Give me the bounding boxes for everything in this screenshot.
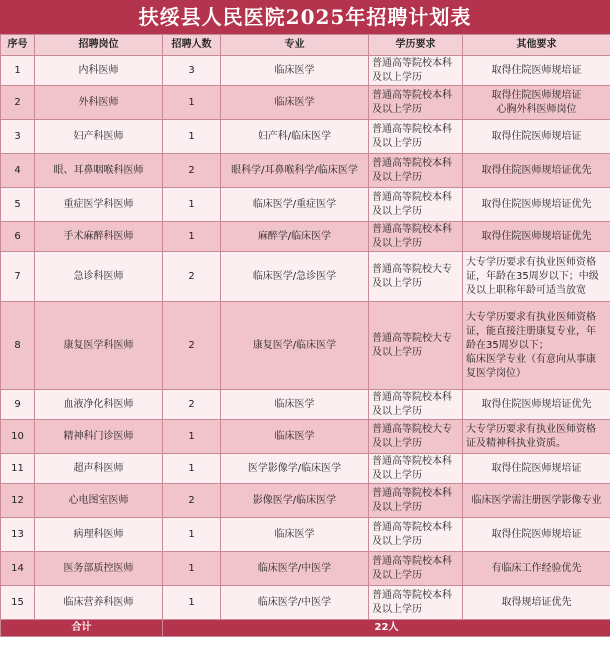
- cell-major: 临床医学/中医学: [221, 586, 369, 620]
- cell-post: 病理科医师: [35, 518, 163, 552]
- cell-line: 取得住院医师规培证: [491, 462, 582, 474]
- cell-post: 急诊科医师: [35, 252, 163, 302]
- cell-edu: [369, 154, 463, 188]
- cell-line: 取得住院医师规培证优先: [481, 230, 592, 242]
- table-row: [1, 390, 610, 420]
- cell-edu: [369, 188, 463, 222]
- table-row: [1, 188, 610, 222]
- cell-line: 大专学历要求有执业医师资格: [466, 423, 596, 435]
- cell-edu: [369, 302, 463, 390]
- cell-line: 取得规培证优先: [501, 596, 572, 608]
- cell-other: [463, 454, 610, 484]
- cell-line: 临床医学专业（有意向从事康: [466, 353, 596, 365]
- cell-no: 15: [1, 586, 35, 620]
- cell-count: 1: [163, 120, 221, 154]
- recruitment-table: [0, 34, 610, 637]
- page-title: 扶绥县人民医院2025年招聘计划表: [0, 0, 610, 34]
- table-row: [1, 586, 610, 620]
- cell-edu: [369, 420, 463, 454]
- header-count: 招聘人数: [163, 35, 221, 56]
- cell-line: 普通高等院校本科: [372, 555, 452, 567]
- cell-line: 及以上学历: [372, 137, 422, 149]
- header-other: 其他要求: [463, 35, 610, 56]
- cell-no: 6: [1, 222, 35, 252]
- table-row: [1, 518, 610, 552]
- cell-line: 大专学历要求有执业医师资格: [466, 311, 596, 323]
- cell-line: 临床医学需注册医学影像专业: [471, 494, 602, 506]
- cell-post: 内科医师: [35, 56, 163, 86]
- cell-major: 眼科学/耳鼻喉科学/临床医学: [221, 154, 369, 188]
- cell-no: 11: [1, 454, 35, 484]
- cell-major: 临床医学/重症医学: [221, 188, 369, 222]
- cell-major: 临床医学: [221, 518, 369, 552]
- cell-other: [463, 188, 610, 222]
- cell-line: 及以上学历: [372, 501, 422, 513]
- cell-count: 1: [163, 518, 221, 552]
- cell-no: 8: [1, 302, 35, 390]
- cell-line: 普通高等院校大专: [372, 332, 452, 344]
- cell-line: 取得住院医师规培证: [491, 89, 582, 101]
- header-post: 招聘岗位: [35, 35, 163, 56]
- cell-other: [463, 390, 610, 420]
- header-major: 专业: [221, 35, 369, 56]
- cell-line: 普通高等院校本科: [372, 157, 452, 169]
- cell-no: 3: [1, 120, 35, 154]
- table-row: [1, 120, 610, 154]
- cell-other: [463, 120, 610, 154]
- cell-edu: [369, 56, 463, 86]
- cell-line: 取得住院医师规培证优先: [481, 164, 592, 176]
- total-value: 22人: [163, 620, 610, 637]
- cell-line: 普通高等院校本科: [372, 123, 452, 135]
- cell-line: 及以上学历: [372, 469, 422, 481]
- cell-line: 有临床工作经验优先: [491, 562, 582, 574]
- total-label: 合计: [1, 620, 163, 637]
- cell-edu: [369, 86, 463, 120]
- cell-no: 9: [1, 390, 35, 420]
- table-row: [1, 420, 610, 454]
- cell-major: 临床医学: [221, 420, 369, 454]
- cell-edu: [369, 454, 463, 484]
- header-row: [1, 35, 610, 56]
- cell-other: [463, 484, 610, 518]
- table-row: [1, 552, 610, 586]
- cell-post: 手术麻醉科医师: [35, 222, 163, 252]
- cell-count: 2: [163, 302, 221, 390]
- cell-other: [463, 552, 610, 586]
- cell-line: 及以上学历: [372, 603, 422, 615]
- cell-line: 复医学岗位）: [466, 367, 526, 379]
- cell-count: 3: [163, 56, 221, 86]
- cell-line: 及以上职称年龄可适当放宽: [466, 284, 586, 296]
- cell-line: 取得住院医师规培证优先: [481, 198, 592, 210]
- cell-major: 临床医学: [221, 86, 369, 120]
- cell-line: 及以上学历: [372, 277, 422, 289]
- cell-edu: [369, 518, 463, 552]
- cell-line: 取得住院医师规培证: [491, 130, 582, 142]
- cell-post: 眼、耳鼻咽喉科医师: [35, 154, 163, 188]
- cell-post: 重症医学科医师: [35, 188, 163, 222]
- cell-count: 1: [163, 420, 221, 454]
- cell-line: 及以上学历: [372, 71, 422, 83]
- cell-major: 临床医学: [221, 56, 369, 86]
- cell-major: 麻醉学/临床医学: [221, 222, 369, 252]
- cell-edu: [369, 390, 463, 420]
- cell-other: [463, 222, 610, 252]
- cell-line: 证，年龄在35周岁以下；中级: [466, 270, 599, 282]
- cell-other: [463, 252, 610, 302]
- cell-major: 临床医学/急诊医学: [221, 252, 369, 302]
- cell-edu: [369, 222, 463, 252]
- cell-line: 大专学历要求有执业医师资格: [466, 256, 596, 268]
- cell-line: 及以上学历: [372, 405, 422, 417]
- table-row: [1, 56, 610, 86]
- cell-other: [463, 586, 610, 620]
- cell-major: 影像医学/临床医学: [221, 484, 369, 518]
- cell-line: 及以上学历: [372, 171, 422, 183]
- cell-line: 及以上学历: [372, 205, 422, 217]
- cell-major: 临床医学: [221, 390, 369, 420]
- total-row: [1, 620, 610, 637]
- cell-line: 普通高等院校大专: [372, 263, 452, 275]
- cell-post: 超声科医师: [35, 454, 163, 484]
- table-row: [1, 154, 610, 188]
- cell-count: 2: [163, 484, 221, 518]
- cell-post: 血液净化科医师: [35, 390, 163, 420]
- cell-line: 取得住院医师规培证: [491, 528, 582, 540]
- cell-major: 临床医学/中医学: [221, 552, 369, 586]
- cell-no: 14: [1, 552, 35, 586]
- cell-line: 及以上学历: [372, 569, 422, 581]
- cell-post: 心电图室医师: [35, 484, 163, 518]
- cell-other: [463, 302, 610, 390]
- cell-count: 1: [163, 86, 221, 120]
- cell-no: 10: [1, 420, 35, 454]
- cell-line: 普通高等院校本科: [372, 455, 452, 467]
- table-row: [1, 302, 610, 390]
- cell-line: 普通高等院校本科: [372, 57, 452, 69]
- cell-major: 医学影像学/临床医学: [221, 454, 369, 484]
- cell-line: 普通高等院校本科: [372, 589, 452, 601]
- cell-post: 康复医学科医师: [35, 302, 163, 390]
- cell-edu: [369, 120, 463, 154]
- cell-count: 1: [163, 188, 221, 222]
- cell-other: [463, 154, 610, 188]
- cell-line: 普通高等院校本科: [372, 223, 452, 235]
- cell-count: 2: [163, 390, 221, 420]
- cell-other: [463, 56, 610, 86]
- header-edu: 学历要求: [369, 35, 463, 56]
- cell-no: 1: [1, 56, 35, 86]
- cell-line: 普通高等院校大专: [372, 423, 452, 435]
- cell-no: 4: [1, 154, 35, 188]
- cell-line: 普通高等院校本科: [372, 89, 452, 101]
- cell-post: 临床营养科医师: [35, 586, 163, 620]
- cell-no: 13: [1, 518, 35, 552]
- cell-line: 取得住院医师规培证: [491, 64, 582, 76]
- cell-count: 1: [163, 586, 221, 620]
- cell-line: 及以上学历: [372, 535, 422, 547]
- cell-count: 2: [163, 154, 221, 188]
- cell-post: 妇产科医师: [35, 120, 163, 154]
- cell-line: 及以上学历: [372, 346, 422, 358]
- cell-post: 精神科门诊医师: [35, 420, 163, 454]
- cell-line: 证，能直接注册康复专业，年: [466, 325, 596, 337]
- cell-line: 证及精神科执业资质。: [466, 437, 566, 449]
- cell-edu: [369, 586, 463, 620]
- cell-count: 1: [163, 222, 221, 252]
- cell-edu: [369, 552, 463, 586]
- cell-count: 2: [163, 252, 221, 302]
- cell-post: 外科医师: [35, 86, 163, 120]
- table-row: [1, 222, 610, 252]
- table-row: [1, 454, 610, 484]
- cell-line: 及以上学历: [372, 237, 422, 249]
- cell-line: 心胸外科医师岗位: [496, 103, 577, 115]
- cell-line: 普通高等院校本科: [372, 487, 452, 499]
- cell-edu: [369, 252, 463, 302]
- cell-line: 普通高等院校本科: [372, 191, 452, 203]
- cell-line: 普通高等院校本科: [372, 521, 452, 533]
- cell-post: 医务部质控医师: [35, 552, 163, 586]
- table-body: [1, 56, 610, 620]
- cell-other: [463, 518, 610, 552]
- table-row: [1, 484, 610, 518]
- cell-count: 1: [163, 552, 221, 586]
- cell-other: [463, 86, 610, 120]
- table-row: [1, 252, 610, 302]
- cell-no: 2: [1, 86, 35, 120]
- cell-line: 龄在35周岁以下；: [466, 339, 549, 351]
- cell-edu: [369, 484, 463, 518]
- cell-line: 取得住院医师规培证优先: [481, 398, 592, 410]
- cell-count: 1: [163, 454, 221, 484]
- cell-major: 康复医学/临床医学: [221, 302, 369, 390]
- cell-no: 12: [1, 484, 35, 518]
- header-no: 序号: [1, 35, 35, 56]
- cell-other: [463, 420, 610, 454]
- cell-line: 及以上学历: [372, 103, 422, 115]
- cell-major: 妇产科/临床医学: [221, 120, 369, 154]
- table-row: [1, 86, 610, 120]
- cell-line: 普通高等院校本科: [372, 391, 452, 403]
- cell-no: 5: [1, 188, 35, 222]
- cell-line: 及以上学历: [372, 437, 422, 449]
- cell-no: 7: [1, 252, 35, 302]
